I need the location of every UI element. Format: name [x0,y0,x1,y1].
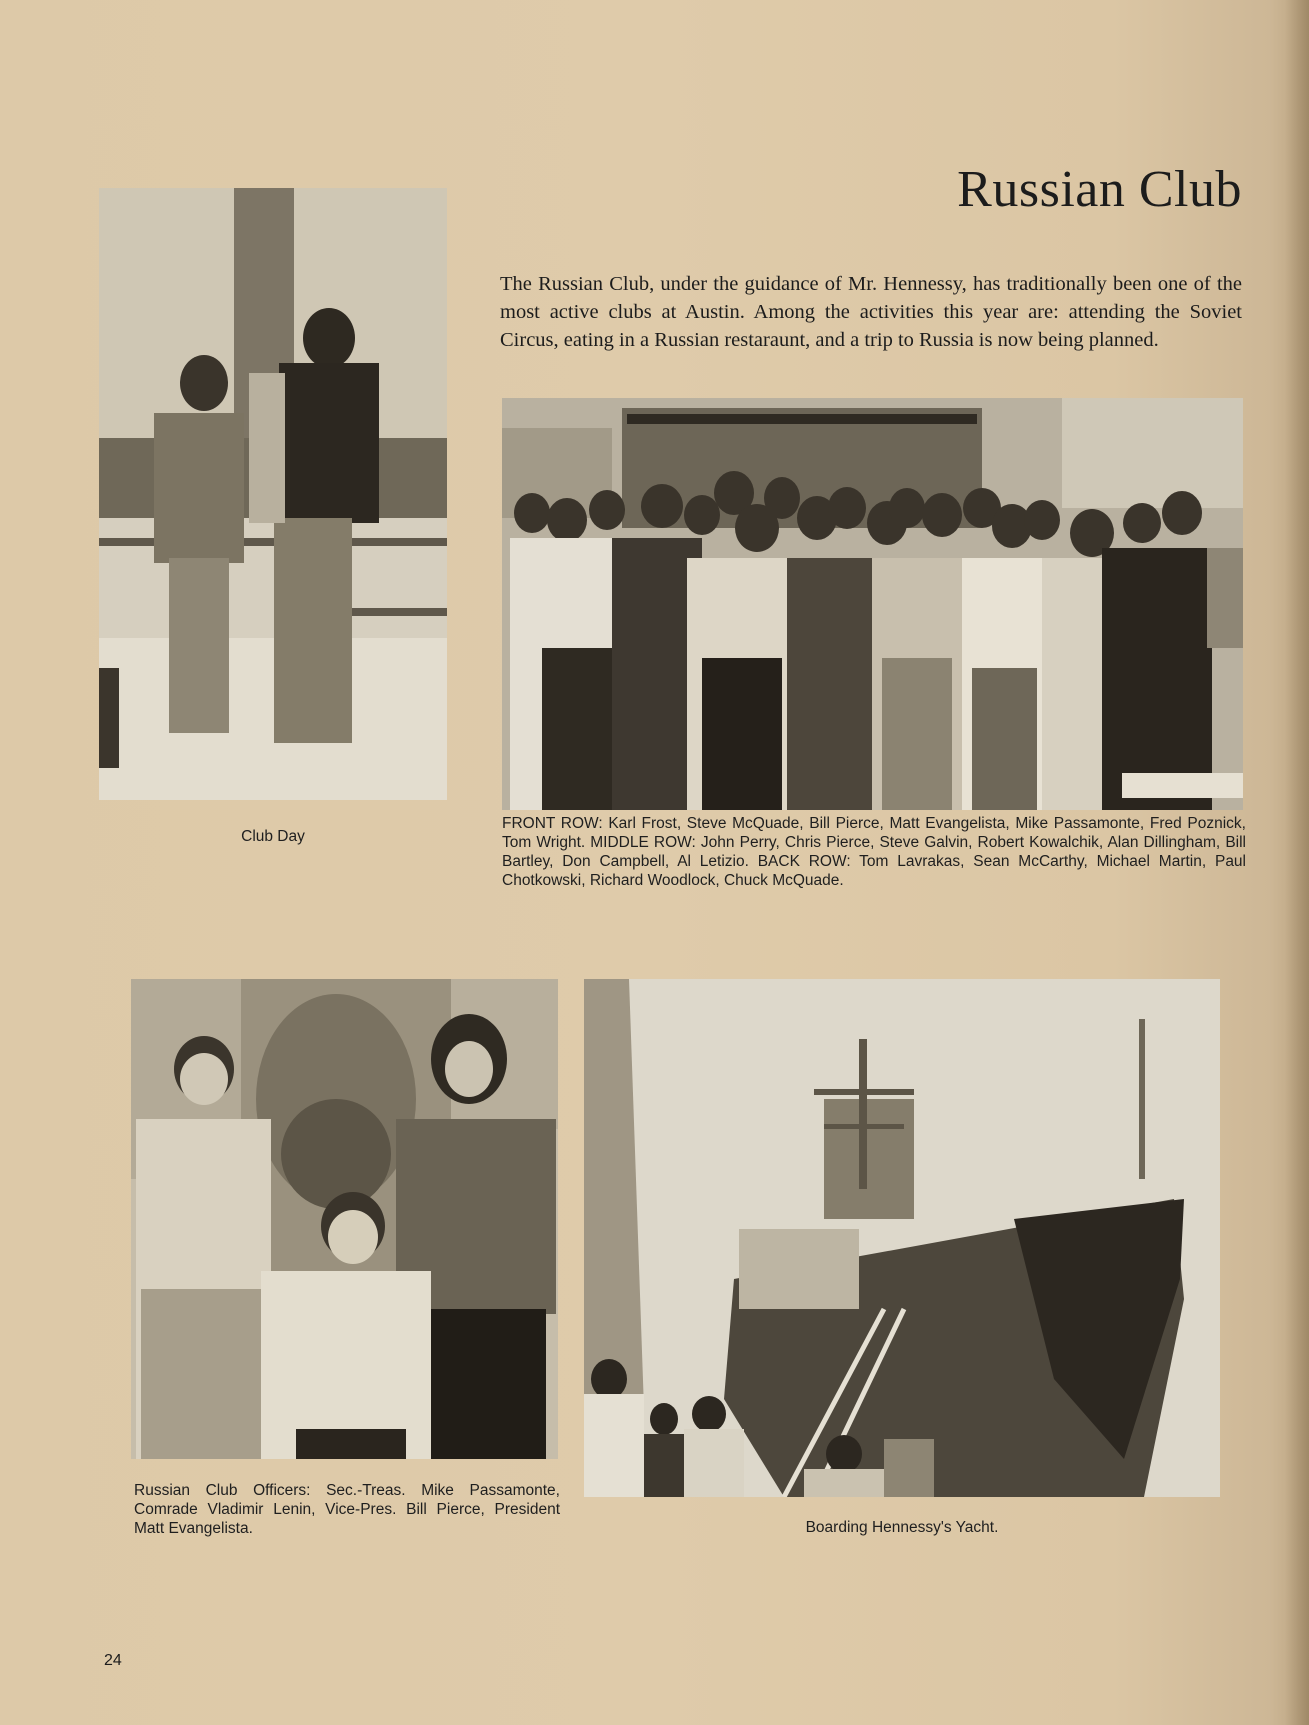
club-day-caption: Club Day [241,828,305,845]
group-photo [502,398,1243,810]
club-day-photo [99,188,447,800]
binding-shadow [1285,0,1309,1725]
page-title: Russian Club [957,161,1242,218]
ship-photo [584,979,1220,1497]
officers-photo [131,979,558,1459]
group-photo-caption: FRONT ROW: Karl Frost, Steve McQuade, Bill Pierce, Matt Evangelista, Mike Passamonte, Fred Poznick, Tom Wright. MIDDLE ROW: John Perry, Chris Pierce, Steve Galvin, Robert Kowalchik, Alan Dillingham, Bill Bartley, Don Campbell, Al Letizio. BACK ROW: Tom Lavrakas, Sean McCarthy, Michael Martin, Paul Chotkowski, Richard Woodlock, Chuck McQuade. [502,815,1246,889]
ship-caption: Boarding Hennessy's Yacht. [805,1519,999,1536]
officers-caption: Russian Club Officers: Sec.-Treas. Mike Passamonte, Comrade Vladimir Lenin, Vice-Pres. Bill Pierce, President Matt Evangelista. [134,1482,560,1537]
page-number: 24 [104,1652,122,1669]
intro-paragraph: The Russian Club, under the guidance of Mr. Hennessy, has traditionally been one of the most active clubs at Austin. Among the activities this year are: attending the Soviet Circus, eating in a Russian restaraunt, and a trip to Russia is now being planned. [500,273,1242,351]
